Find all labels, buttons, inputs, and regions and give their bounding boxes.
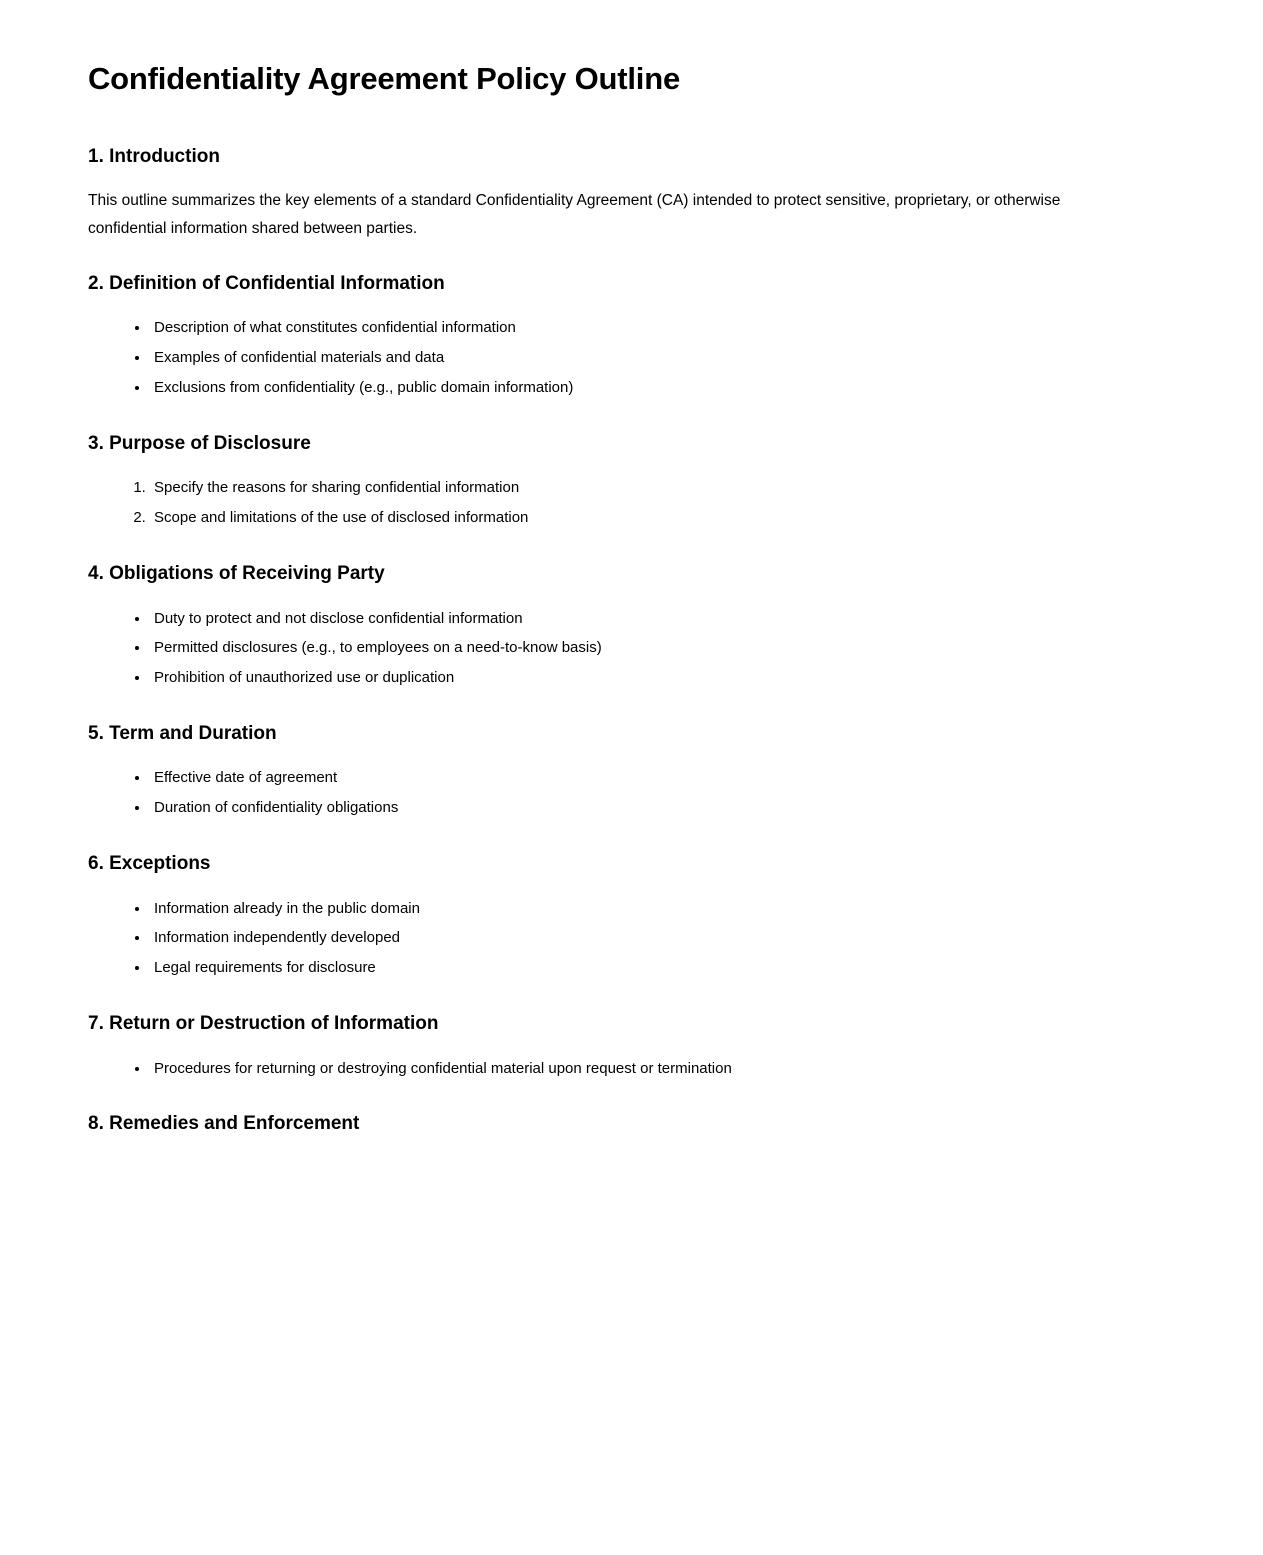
section-heading: 5. Term and Duration <box>88 722 277 744</box>
list-item: • Effective date of agreement <box>150 764 1175 792</box>
list-item: • Procedures for returning or destroying confidential material upon request or termination <box>150 1055 1175 1083</box>
bullet-list <box>88 314 1175 401</box>
section-paragraph: This outline summarizes the key elements of a standard Confidentiality Agreement (CA) intended to protect sensitive, proprietary, or otherwise confidential information shared between parties. <box>88 192 1061 237</box>
numbered-list <box>88 474 1175 532</box>
list-item: • Permitted disclosures (e.g., to employees on a need-to-know basis) <box>150 634 1175 662</box>
section-introduction <box>88 145 1175 242</box>
list-item: • Duty to protect and not disclose confidential information <box>150 605 1175 633</box>
section-remedies-and-enforcement <box>88 1112 1175 1163</box>
section-content-empty <box>88 1155 1175 1163</box>
section-purpose-of-disclosure <box>88 432 1175 532</box>
section-term-and-duration <box>88 722 1175 822</box>
list-item: • Duration of confidentiality obligations <box>150 794 1175 822</box>
list-item: • Examples of confidential materials and data <box>150 344 1175 372</box>
page-title: Confidentiality Agreement Policy Outline <box>88 61 680 96</box>
list-item: • Exclusions from confidentiality (e.g., public domain information) <box>150 374 1175 402</box>
list-item: • Information independently developed <box>150 924 1175 952</box>
section-return-or-destruction-of-information <box>88 1012 1175 1082</box>
section-heading: 2. Definition of Confidential Information <box>88 272 445 294</box>
bullet-list <box>88 764 1175 822</box>
list-item: • Description of what constitutes confidential information <box>150 314 1175 342</box>
list-item: 1. Specify the reasons for sharing confidential information <box>150 474 1175 502</box>
section-heading: 6. Exceptions <box>88 852 211 874</box>
bullet-list <box>88 605 1175 692</box>
list-item: • Legal requirements for disclosure <box>150 954 1175 982</box>
section-definition-of-confidential-information <box>88 272 1175 402</box>
section-heading: 8. Remedies and Enforcement <box>88 1113 360 1135</box>
list-item: • Prohibition of unauthorized use or duplication <box>150 664 1175 692</box>
bullet-list <box>88 895 1175 982</box>
section-heading: 1. Introduction <box>88 145 220 167</box>
section-exceptions <box>88 852 1175 982</box>
section-obligations-of-receiving-party <box>88 562 1175 692</box>
section-heading: 3. Purpose of Disclosure <box>88 432 311 454</box>
bullet-list <box>88 1055 1175 1083</box>
section-heading: 4. Obligations of Receiving Party <box>88 562 385 584</box>
section-heading: 7. Return or Destruction of Information <box>88 1012 439 1034</box>
list-item: • Information already in the public domain <box>150 895 1175 923</box>
list-item: 2. Scope and limitations of the use of disclosed information <box>150 504 1175 532</box>
